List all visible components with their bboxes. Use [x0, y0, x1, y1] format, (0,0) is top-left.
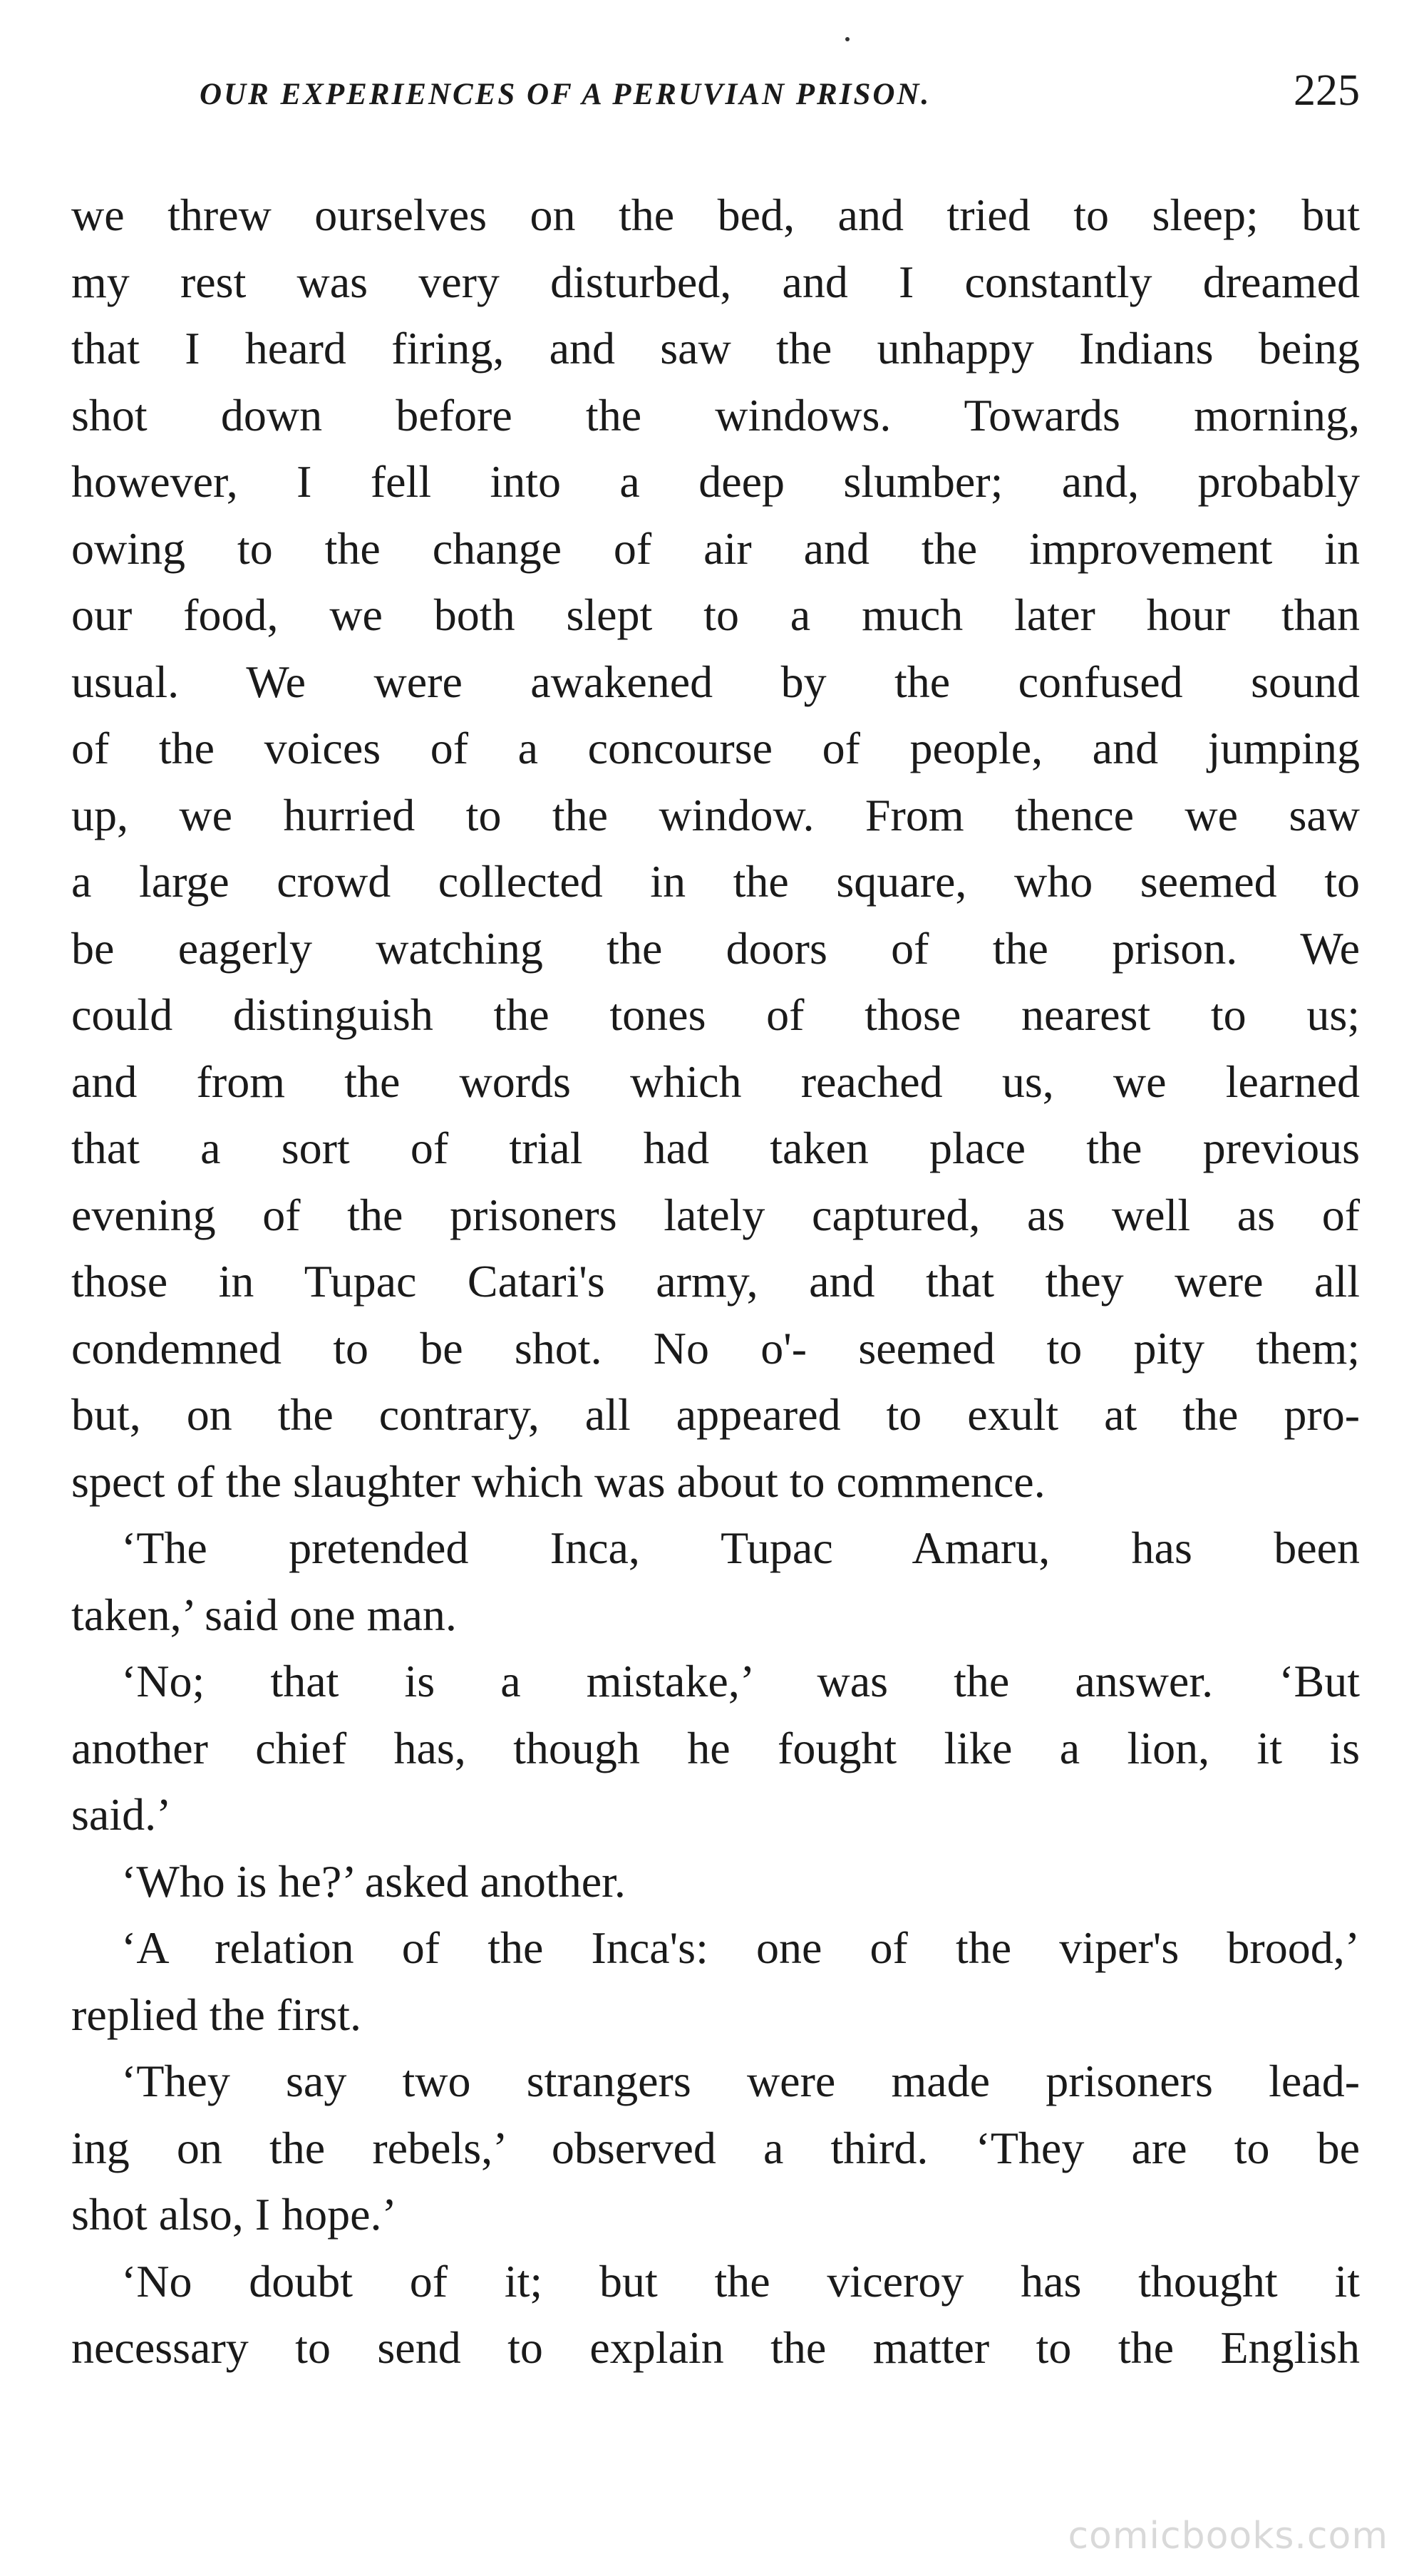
text-line: ‘They say two strangers were made prisoners lead-	[121, 2056, 1360, 2106]
running-head: OUR EXPERIENCES OF A PERUVIAN PRISON.	[200, 78, 932, 111]
text-line: of the voices of a concourse of people, and jumping	[71, 723, 1360, 773]
text-line: ‘The pretended Inca, Tupac Amaru, has been	[121, 1523, 1360, 1573]
text-line: and from the words which reached us, we learned	[71, 1056, 1360, 1107]
text-line: up, we hurried to the window. From thence we saw	[71, 789, 1360, 840]
text-line: that a sort of trial had taken place the previous	[71, 1123, 1360, 1173]
text-line: ‘No doubt of it; but the viceroy has thought it	[121, 2255, 1360, 2307]
page-number: 225	[1294, 66, 1360, 115]
print-speck	[845, 37, 850, 41]
text-line: that I heard firing, and saw the unhappy Indians being	[71, 323, 1360, 373]
text-line: ‘No; that is a mistake,’ was the answer. ‘But	[121, 1656, 1360, 1706]
text-line: those in Tupac Catari's army, and that they were all	[71, 1256, 1360, 1307]
text-line: but, on the contrary, all appeared to exult at the pro-	[71, 1389, 1360, 1440]
text-line: ‘Who is he?’ asked another.	[121, 1855, 626, 1907]
text-line: we threw ourselves on the bed, and tried to sleep; but	[71, 190, 1360, 240]
text-line: owing to the change of air and the improvement in	[71, 522, 1360, 574]
text-line: ‘A relation of the Inca's: one of the viper's brood,’	[121, 1922, 1360, 1973]
text-line: evening of the prisoners lately captured, as well as of	[71, 1189, 1360, 1240]
text-line: my rest was very disturbed, and I constantly dreamed	[71, 256, 1360, 307]
text-line: usual. We were awakened by the confused sound	[71, 656, 1360, 707]
body-text	[71, 182, 1360, 2381]
text-line: replied the first.	[71, 1989, 361, 2040]
text-line: a large crowd collected in the square, who seemed to	[71, 856, 1360, 907]
text-line: spect of the slaughter which was about to commence.	[71, 1456, 1046, 1507]
text-line: be eagerly watching the doors of the prison. We	[71, 922, 1360, 974]
text-line: taken,’ said one man.	[71, 1589, 457, 1640]
text-line: could distinguish the tones of those nearest to us;	[71, 989, 1360, 1040]
page-header	[71, 66, 1360, 123]
text-line: however, I fell into a deep slumber; and, probably	[71, 456, 1360, 507]
text-line: ing on the rebels,’ observed a third. ‘They are to be	[71, 2122, 1360, 2173]
text-line: our food, we both slept to a much later hour than	[71, 589, 1360, 640]
text-line: said.’	[71, 1789, 172, 1840]
text-line: shot also, I hope.’	[71, 2189, 397, 2240]
watermark: comicbooks.com	[1068, 2515, 1388, 2557]
text-line: shot down before the windows. Towards morning,	[71, 389, 1360, 441]
text-line: necessary to send to explain the matter to the English	[71, 2322, 1360, 2373]
text-line: another chief has, though he fought like a lion, it is	[71, 1722, 1360, 1773]
text-line: condemned to be shot. No o'- seemed to pity them;	[71, 1322, 1360, 1374]
